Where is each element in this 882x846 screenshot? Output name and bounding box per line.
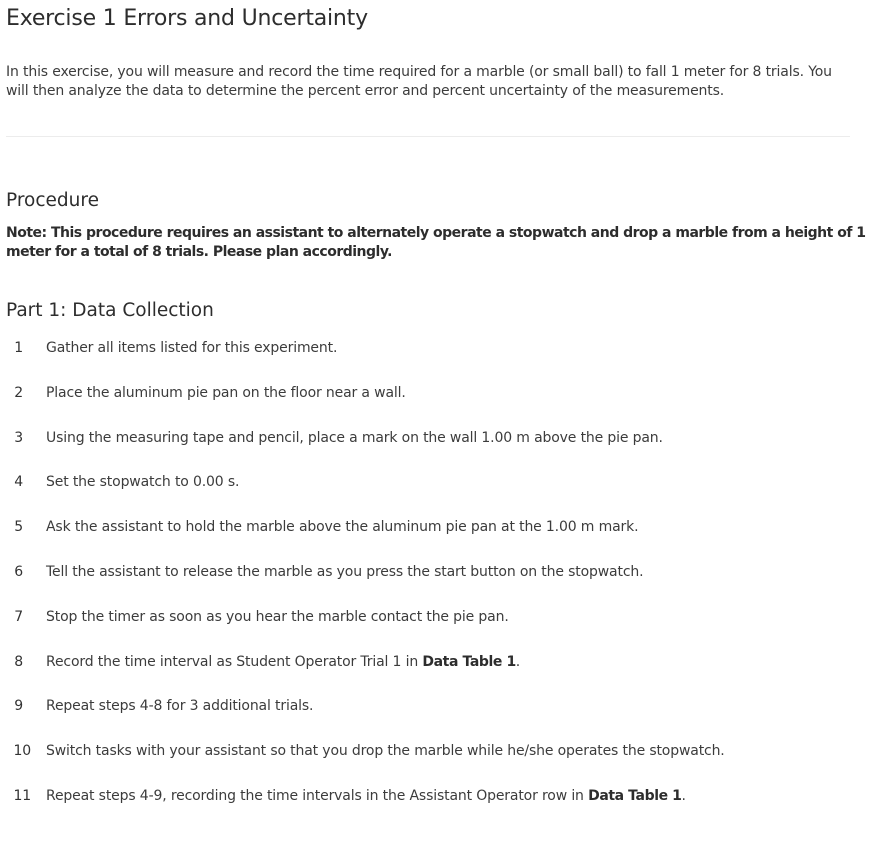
step-item <box>0 381 870 405</box>
step-item <box>0 336 870 360</box>
part1-heading: Part 1: Data Collection <box>6 300 214 321</box>
step-number: 1 <box>14 340 23 356</box>
step-number: 11 <box>13 788 31 804</box>
section-divider <box>6 136 850 137</box>
step-item <box>0 739 870 763</box>
step-item <box>0 605 870 629</box>
step-item <box>0 560 870 584</box>
step-item <box>0 650 870 674</box>
step-item <box>0 515 870 539</box>
step-text: Record the time interval as Student Operator Trial 1 in Data Table 1. <box>46 654 521 670</box>
step-number: 9 <box>14 698 23 714</box>
step-number: 10 <box>13 743 31 759</box>
step-text: Tell the assistant to release the marble as you press the start button on the stopwatch. <box>46 564 644 580</box>
step-item <box>0 694 870 718</box>
step-text: Set the stopwatch to 0.00 s. <box>46 474 240 490</box>
step-number: 5 <box>14 519 23 535</box>
procedure-note: Note: This procedure requires an assistant to alternately operate a stopwatch and drop a marble from a height of 1 meter for a total of 8 trials. Please plan accordingly. <box>6 225 866 260</box>
step-number: 3 <box>14 430 23 446</box>
procedure-heading: Procedure <box>6 190 99 211</box>
step-text: Stop the timer as soon as you hear the marble contact the pie pan. <box>46 609 509 625</box>
step-text: Gather all items listed for this experiment. <box>46 340 338 356</box>
step-number: 8 <box>14 654 23 670</box>
step-number: 4 <box>14 474 23 490</box>
step-number: 6 <box>14 564 23 580</box>
step-text: Place the aluminum pie pan on the floor near a wall. <box>46 385 406 401</box>
page-title: Exercise 1 Errors and Uncertainty <box>6 6 368 31</box>
step-item <box>0 426 870 450</box>
step-text: Using the measuring tape and pencil, place a mark on the wall 1.00 m above the pie pan. <box>46 430 663 446</box>
step-number: 7 <box>14 609 23 625</box>
step-number: 2 <box>14 385 23 401</box>
step-item <box>0 784 870 808</box>
step-item <box>0 470 870 494</box>
step-text: Ask the assistant to hold the marble above the aluminum pie pan at the 1.00 m mark. <box>46 519 639 535</box>
intro-paragraph: In this exercise, you will measure and record the time required for a marble (or small ball) to fall 1 meter for 8 trials. You will then analyze the data to determine the percent error and percent uncertainty of the measurements. <box>6 64 832 99</box>
step-text: Switch tasks with your assistant so that you drop the marble while he/she operates the stopwatch. <box>46 743 725 759</box>
step-text: Repeat steps 4-9, recording the time intervals in the Assistant Operator row in Data Table 1. <box>46 788 686 804</box>
step-text: Repeat steps 4-8 for 3 additional trials. <box>46 698 314 714</box>
